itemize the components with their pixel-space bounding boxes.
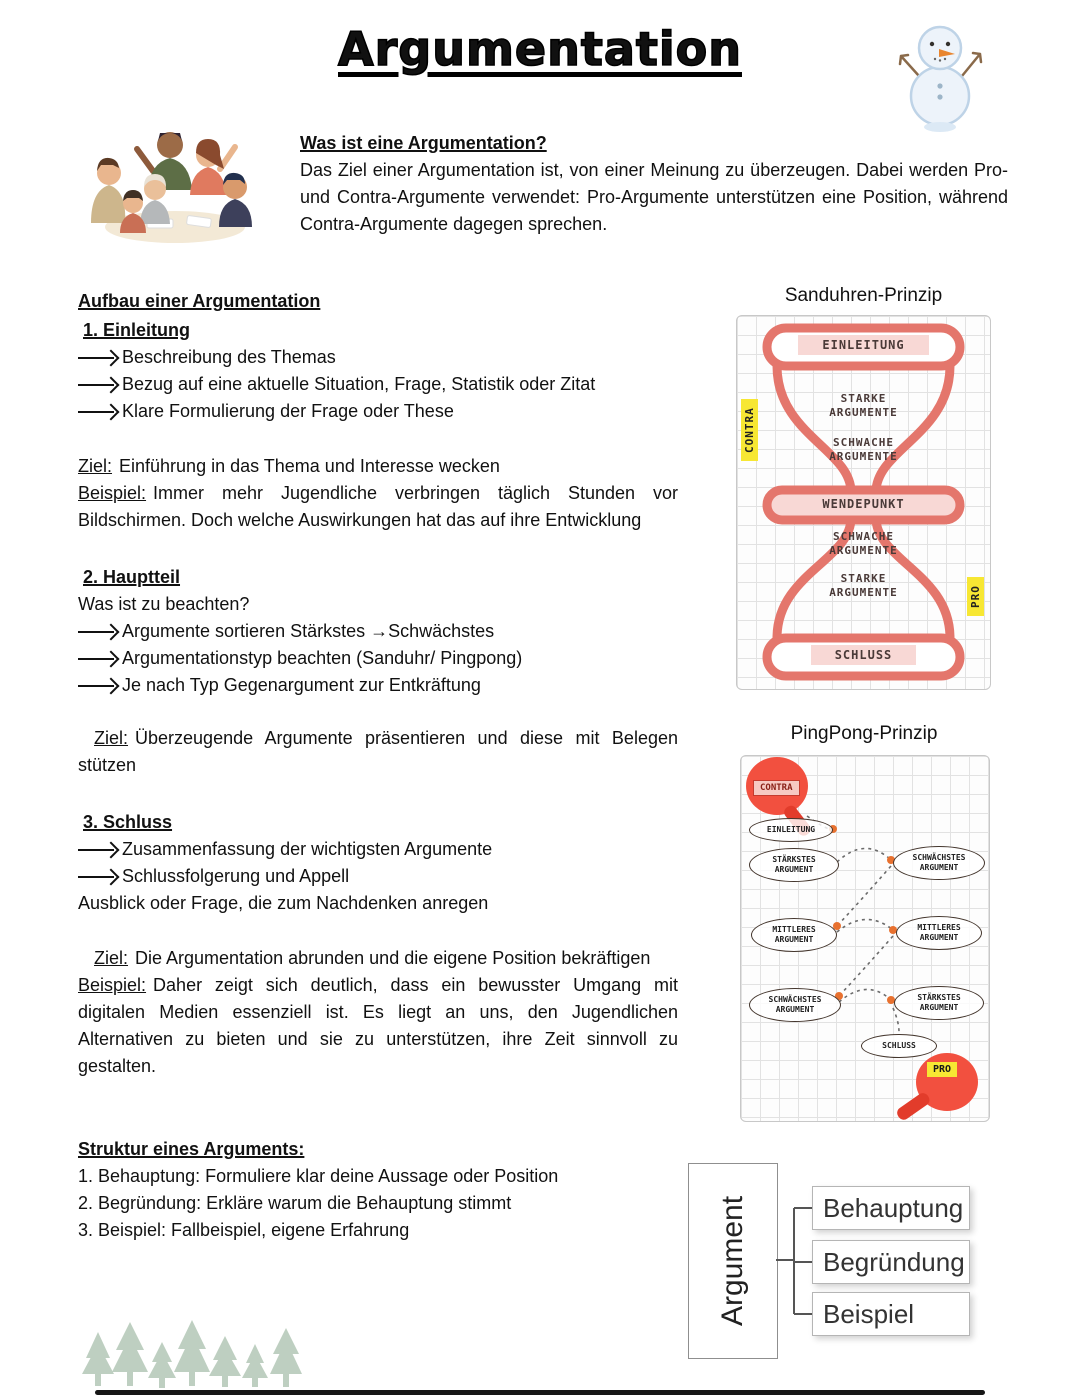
argument-child-behauptung: Behauptung — [812, 1186, 970, 1230]
argument-child-beispiel: Beispiel — [812, 1292, 970, 1336]
pingpong-pro-tag: PRO — [927, 1062, 957, 1077]
bullet-point — [78, 645, 678, 672]
ziel-text: Einführung in das Thema und Interesse wecken — [119, 456, 500, 476]
intro-heading: Was ist eine Argumentation? — [300, 133, 547, 153]
ziel-label: Ziel: — [94, 948, 129, 968]
discussion-illustration — [75, 113, 271, 253]
bullet-point — [78, 836, 678, 863]
einleitung-heading: 1. Einleitung — [83, 320, 191, 340]
schluss-ziel — [78, 945, 678, 972]
ziel-text: Überzeugende Argumente präsentieren und diese mit Belegen stützen — [78, 728, 678, 775]
arrow-right-icon — [78, 650, 118, 668]
pingpong-schwaechstes-links: SCHWÄCHSTES ARGUMENT — [749, 988, 841, 1022]
sanduhr-starke-oben: STARKE ARGUMENTE — [829, 392, 898, 420]
pingpong-schluss: SCHLUSS — [861, 1034, 937, 1058]
aufbau-heading: Aufbau einer Argumentation — [78, 291, 321, 311]
struktur-heading: Struktur eines Arguments: — [78, 1139, 305, 1159]
pingpong-staerkstes-rechts: STÄRKSTES ARGUMENT — [894, 986, 984, 1020]
ziel-label: Ziel: — [94, 728, 129, 748]
pingpong-caption: PingPong-Prinzip — [790, 723, 938, 744]
pingpong-mittleres-rechts: MITTLERES ARGUMENT — [896, 916, 982, 950]
pingpong-staerkstes-links: STÄRKSTES ARGUMENT — [749, 848, 839, 882]
sanduhr-einleitung: EINLEITUNG — [737, 335, 990, 355]
bullet-point — [78, 863, 678, 890]
arrow-right-icon — [78, 841, 118, 859]
pro-tag: PRO — [967, 577, 984, 616]
arrow-right-icon — [78, 376, 118, 394]
page-bottom-edge — [95, 1390, 985, 1395]
pingpong-einleitung: EINLEITUNG — [749, 818, 833, 842]
argument-root-label: Argument — [716, 1195, 750, 1327]
arrow-right-icon — [78, 349, 118, 367]
intro-section — [300, 130, 1008, 238]
pingpong-diagram — [740, 755, 990, 1122]
pingpong-contra-tag: CONTRA — [753, 780, 800, 796]
pingpong-mittleres-links: MITTLERES ARGUMENT — [751, 918, 837, 952]
bullet-text: Zusammenfassung der wichtigsten Argumente — [122, 839, 493, 859]
beispiel-text: Daher zeigt sich deutlich, dass ein bewusster Umgang mit digitalen Medien essenziell ist. Es liegt an uns, den Jugendlichen Alternativen zu bieten und sie zu unterstützen, ihre Zeit sinnvoll zu gestalten. — [78, 975, 678, 1076]
argument-child-begruendung: Begründung — [812, 1240, 970, 1284]
einleitung-beispiel — [78, 480, 678, 534]
page-title: Argumentation — [338, 22, 742, 76]
bullet-text: Klare Formulierung der Frage oder These — [122, 401, 454, 421]
ziel-text: Die Argumentation abrunden und die eigene Position bekräftigen — [135, 948, 651, 968]
struktur-item: 2. Begründung: Erkläre warum die Behauptung stimmt — [78, 1193, 512, 1213]
bullet-text: Schlussfolgerung und Appell — [122, 866, 350, 886]
arrow-right-icon — [78, 677, 118, 695]
sanduhr-diagram — [736, 315, 991, 690]
forest-illustration — [80, 1316, 305, 1391]
bullet-point — [78, 398, 678, 425]
argument-root-box — [688, 1163, 778, 1359]
beispiel-text: Immer mehr Jugendliche verbringen täglich Stunden vor Bildschirmen. Doch welche Auswirkungen hat das auf ihre Entwicklung — [78, 483, 678, 530]
sanduhr-wendepunkt: WENDEPUNKT — [822, 497, 905, 511]
intro-body: Das Ziel einer Argumentation ist, von einer Meinung zu überzeugen. Dabei werden Pro- und Contra-Argumente verwendet: Pro-Argumente unterstützen eine Position, während Contra-Argumente dagegen sprechen. — [300, 160, 1008, 234]
hauptteil-subtitle: Was ist zu beachten? — [78, 594, 250, 614]
schluss-extra: Ausblick oder Frage, die zum Nachdenken anregen — [78, 893, 489, 913]
arrow-right-icon — [78, 403, 118, 421]
struktur-item: 3. Beispiel: Fallbeispiel, eigene Erfahrung — [78, 1220, 410, 1240]
pingpong-schwaechstes-rechts: SCHWÄCHSTES ARGUMENT — [893, 846, 985, 880]
schluss-heading: 3. Schluss — [83, 812, 173, 832]
bullet-text: Bezug auf eine aktuelle Situation, Frage, Statistik oder Zitat — [122, 374, 596, 394]
struktur-item: 1. Behauptung: Formuliere klar deine Aussage oder Position — [78, 1166, 559, 1186]
main-content — [78, 288, 678, 1244]
bullet-text: Argumente sortieren Stärkstes →Schwächstes — [122, 621, 495, 641]
sanduhr-schwache-unten: SCHWACHE ARGUMENTE — [829, 530, 898, 558]
einleitung-ziel — [78, 453, 678, 480]
contra-tag: CONTRA — [741, 399, 758, 461]
hauptteil-heading: 2. Hauptteil — [83, 567, 181, 587]
sanduhr-schluss: SCHLUSS — [737, 645, 990, 665]
schluss-beispiel — [78, 972, 678, 1080]
bullet-point — [78, 344, 678, 371]
sanduhr-caption: Sanduhren-Prinzip — [784, 285, 943, 306]
argument-bracket-lines — [776, 1163, 812, 1357]
bullet-point — [78, 371, 678, 398]
bullet-text: Argumentationstyp beachten (Sanduhr/ Pingpong) — [122, 648, 523, 668]
snowman-illustration — [893, 14, 988, 134]
sanduhr-schwache-oben: SCHWACHE ARGUMENTE — [829, 436, 898, 464]
hauptteil-ziel — [78, 725, 678, 779]
arrow-right-icon — [78, 623, 118, 641]
sanduhr-starke-unten: STARKE ARGUMENTE — [829, 572, 898, 600]
bullet-point — [78, 618, 678, 645]
bullet-text: Beschreibung des Themas — [122, 347, 336, 367]
bullet-point — [78, 672, 678, 699]
ziel-label: Ziel: — [78, 456, 113, 476]
bullet-text: Je nach Typ Gegenargument zur Entkräftung — [122, 675, 481, 695]
beispiel-label: Beispiel: — [78, 975, 147, 995]
beispiel-label: Beispiel: — [78, 483, 147, 503]
arrow-right-icon — [78, 868, 118, 886]
